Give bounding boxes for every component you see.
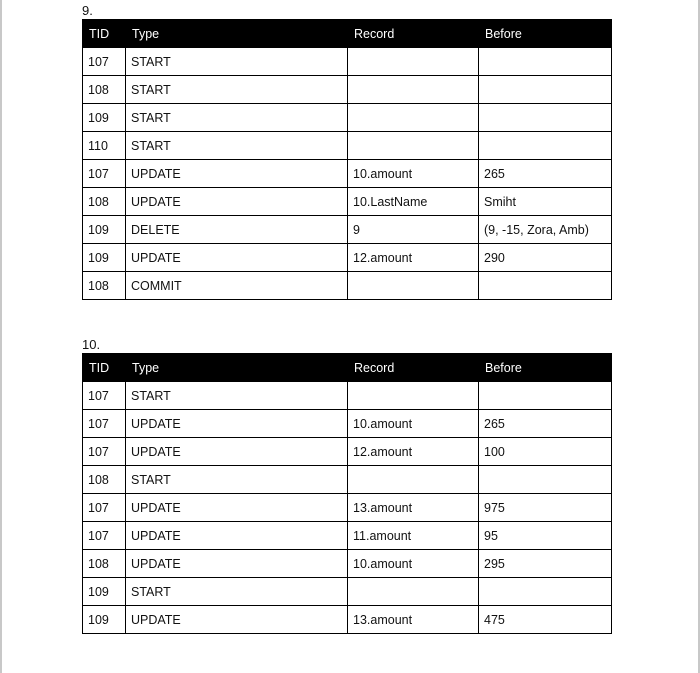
cell-record [348, 48, 479, 76]
table-row [83, 76, 612, 104]
table-row [83, 382, 612, 410]
cell-before: 265 [479, 160, 612, 188]
cell-type: START [126, 76, 348, 104]
log-table-10 [82, 353, 612, 634]
cell-record [348, 272, 479, 300]
table-row [83, 578, 612, 606]
cell-record [348, 76, 479, 104]
cell-type: UPDATE [126, 188, 348, 216]
cell-type: START [126, 578, 348, 606]
cell-record [348, 132, 479, 160]
cell-tid: 110 [83, 132, 126, 160]
cell-type: START [126, 48, 348, 76]
table-row [83, 272, 612, 300]
cell-record: 10.amount [348, 160, 479, 188]
cell-record [348, 382, 479, 410]
table-row [83, 550, 612, 578]
cell-before: 290 [479, 244, 612, 272]
table-row [83, 410, 612, 438]
cell-before: 475 [479, 606, 612, 634]
cell-type: UPDATE [126, 410, 348, 438]
cell-tid: 108 [83, 272, 126, 300]
cell-tid: 108 [83, 466, 126, 494]
cell-record: 11.amount [348, 522, 479, 550]
cell-tid: 109 [83, 578, 126, 606]
table-header-row [83, 20, 612, 48]
section-9-label: 9. [82, 3, 93, 18]
table-row [83, 606, 612, 634]
cell-before: 295 [479, 550, 612, 578]
table-row [83, 466, 612, 494]
cell-before [479, 48, 612, 76]
log-table-9-body [83, 48, 612, 300]
cell-tid: 107 [83, 522, 126, 550]
header-record: Record [348, 354, 479, 382]
table-row [83, 104, 612, 132]
cell-type: UPDATE [126, 494, 348, 522]
cell-record: 12.amount [348, 244, 479, 272]
log-table-10-body [83, 382, 612, 634]
cell-record: 10.amount [348, 410, 479, 438]
cell-tid: 108 [83, 550, 126, 578]
cell-before: 95 [479, 522, 612, 550]
cell-before [479, 104, 612, 132]
header-type: Type [126, 354, 348, 382]
cell-before: Smiht [479, 188, 612, 216]
cell-tid: 109 [83, 606, 126, 634]
cell-record [348, 466, 479, 494]
cell-before: 975 [479, 494, 612, 522]
header-before: Before [479, 354, 612, 382]
cell-record: 9 [348, 216, 479, 244]
header-tid: TID [83, 354, 126, 382]
cell-type: UPDATE [126, 522, 348, 550]
cell-tid: 109 [83, 216, 126, 244]
cell-type: START [126, 382, 348, 410]
cell-before: 265 [479, 410, 612, 438]
cell-record [348, 578, 479, 606]
table-row [83, 438, 612, 466]
cell-tid: 108 [83, 188, 126, 216]
section-10-label: 10. [82, 337, 101, 352]
table-row [83, 160, 612, 188]
cell-before [479, 466, 612, 494]
table-row [83, 522, 612, 550]
header-record: Record [348, 20, 479, 48]
cell-before: 100 [479, 438, 612, 466]
cell-type: UPDATE [126, 438, 348, 466]
table-row [83, 188, 612, 216]
cell-type: UPDATE [126, 550, 348, 578]
cell-before [479, 578, 612, 606]
cell-type: START [126, 466, 348, 494]
cell-before: (9, -15, Zora, Amb) [479, 216, 612, 244]
cell-type: UPDATE [126, 160, 348, 188]
header-tid: TID [83, 20, 126, 48]
cell-tid: 109 [83, 244, 126, 272]
table-row [83, 494, 612, 522]
log-table-9 [82, 19, 612, 300]
cell-type: START [126, 104, 348, 132]
cell-before [479, 382, 612, 410]
cell-tid: 107 [83, 438, 126, 466]
cell-tid: 107 [83, 48, 126, 76]
table-header-row [83, 354, 612, 382]
cell-tid: 107 [83, 382, 126, 410]
cell-before [479, 132, 612, 160]
cell-tid: 107 [83, 410, 126, 438]
table-row [83, 48, 612, 76]
cell-record: 10.amount [348, 550, 479, 578]
cell-record: 10.LastName [348, 188, 479, 216]
cell-before [479, 272, 612, 300]
cell-tid: 108 [83, 76, 126, 104]
header-before: Before [479, 20, 612, 48]
cell-type: COMMIT [126, 272, 348, 300]
cell-type: UPDATE [126, 244, 348, 272]
cell-type: DELETE [126, 216, 348, 244]
page-edge-left [0, 0, 2, 673]
cell-tid: 107 [83, 494, 126, 522]
cell-type: UPDATE [126, 606, 348, 634]
cell-tid: 107 [83, 160, 126, 188]
table-row [83, 132, 612, 160]
cell-record: 13.amount [348, 494, 479, 522]
cell-record [348, 104, 479, 132]
cell-record: 12.amount [348, 438, 479, 466]
cell-before [479, 76, 612, 104]
cell-record: 13.amount [348, 606, 479, 634]
cell-tid: 109 [83, 104, 126, 132]
cell-type: START [126, 132, 348, 160]
table-row [83, 244, 612, 272]
header-type: Type [126, 20, 348, 48]
table-row [83, 216, 612, 244]
